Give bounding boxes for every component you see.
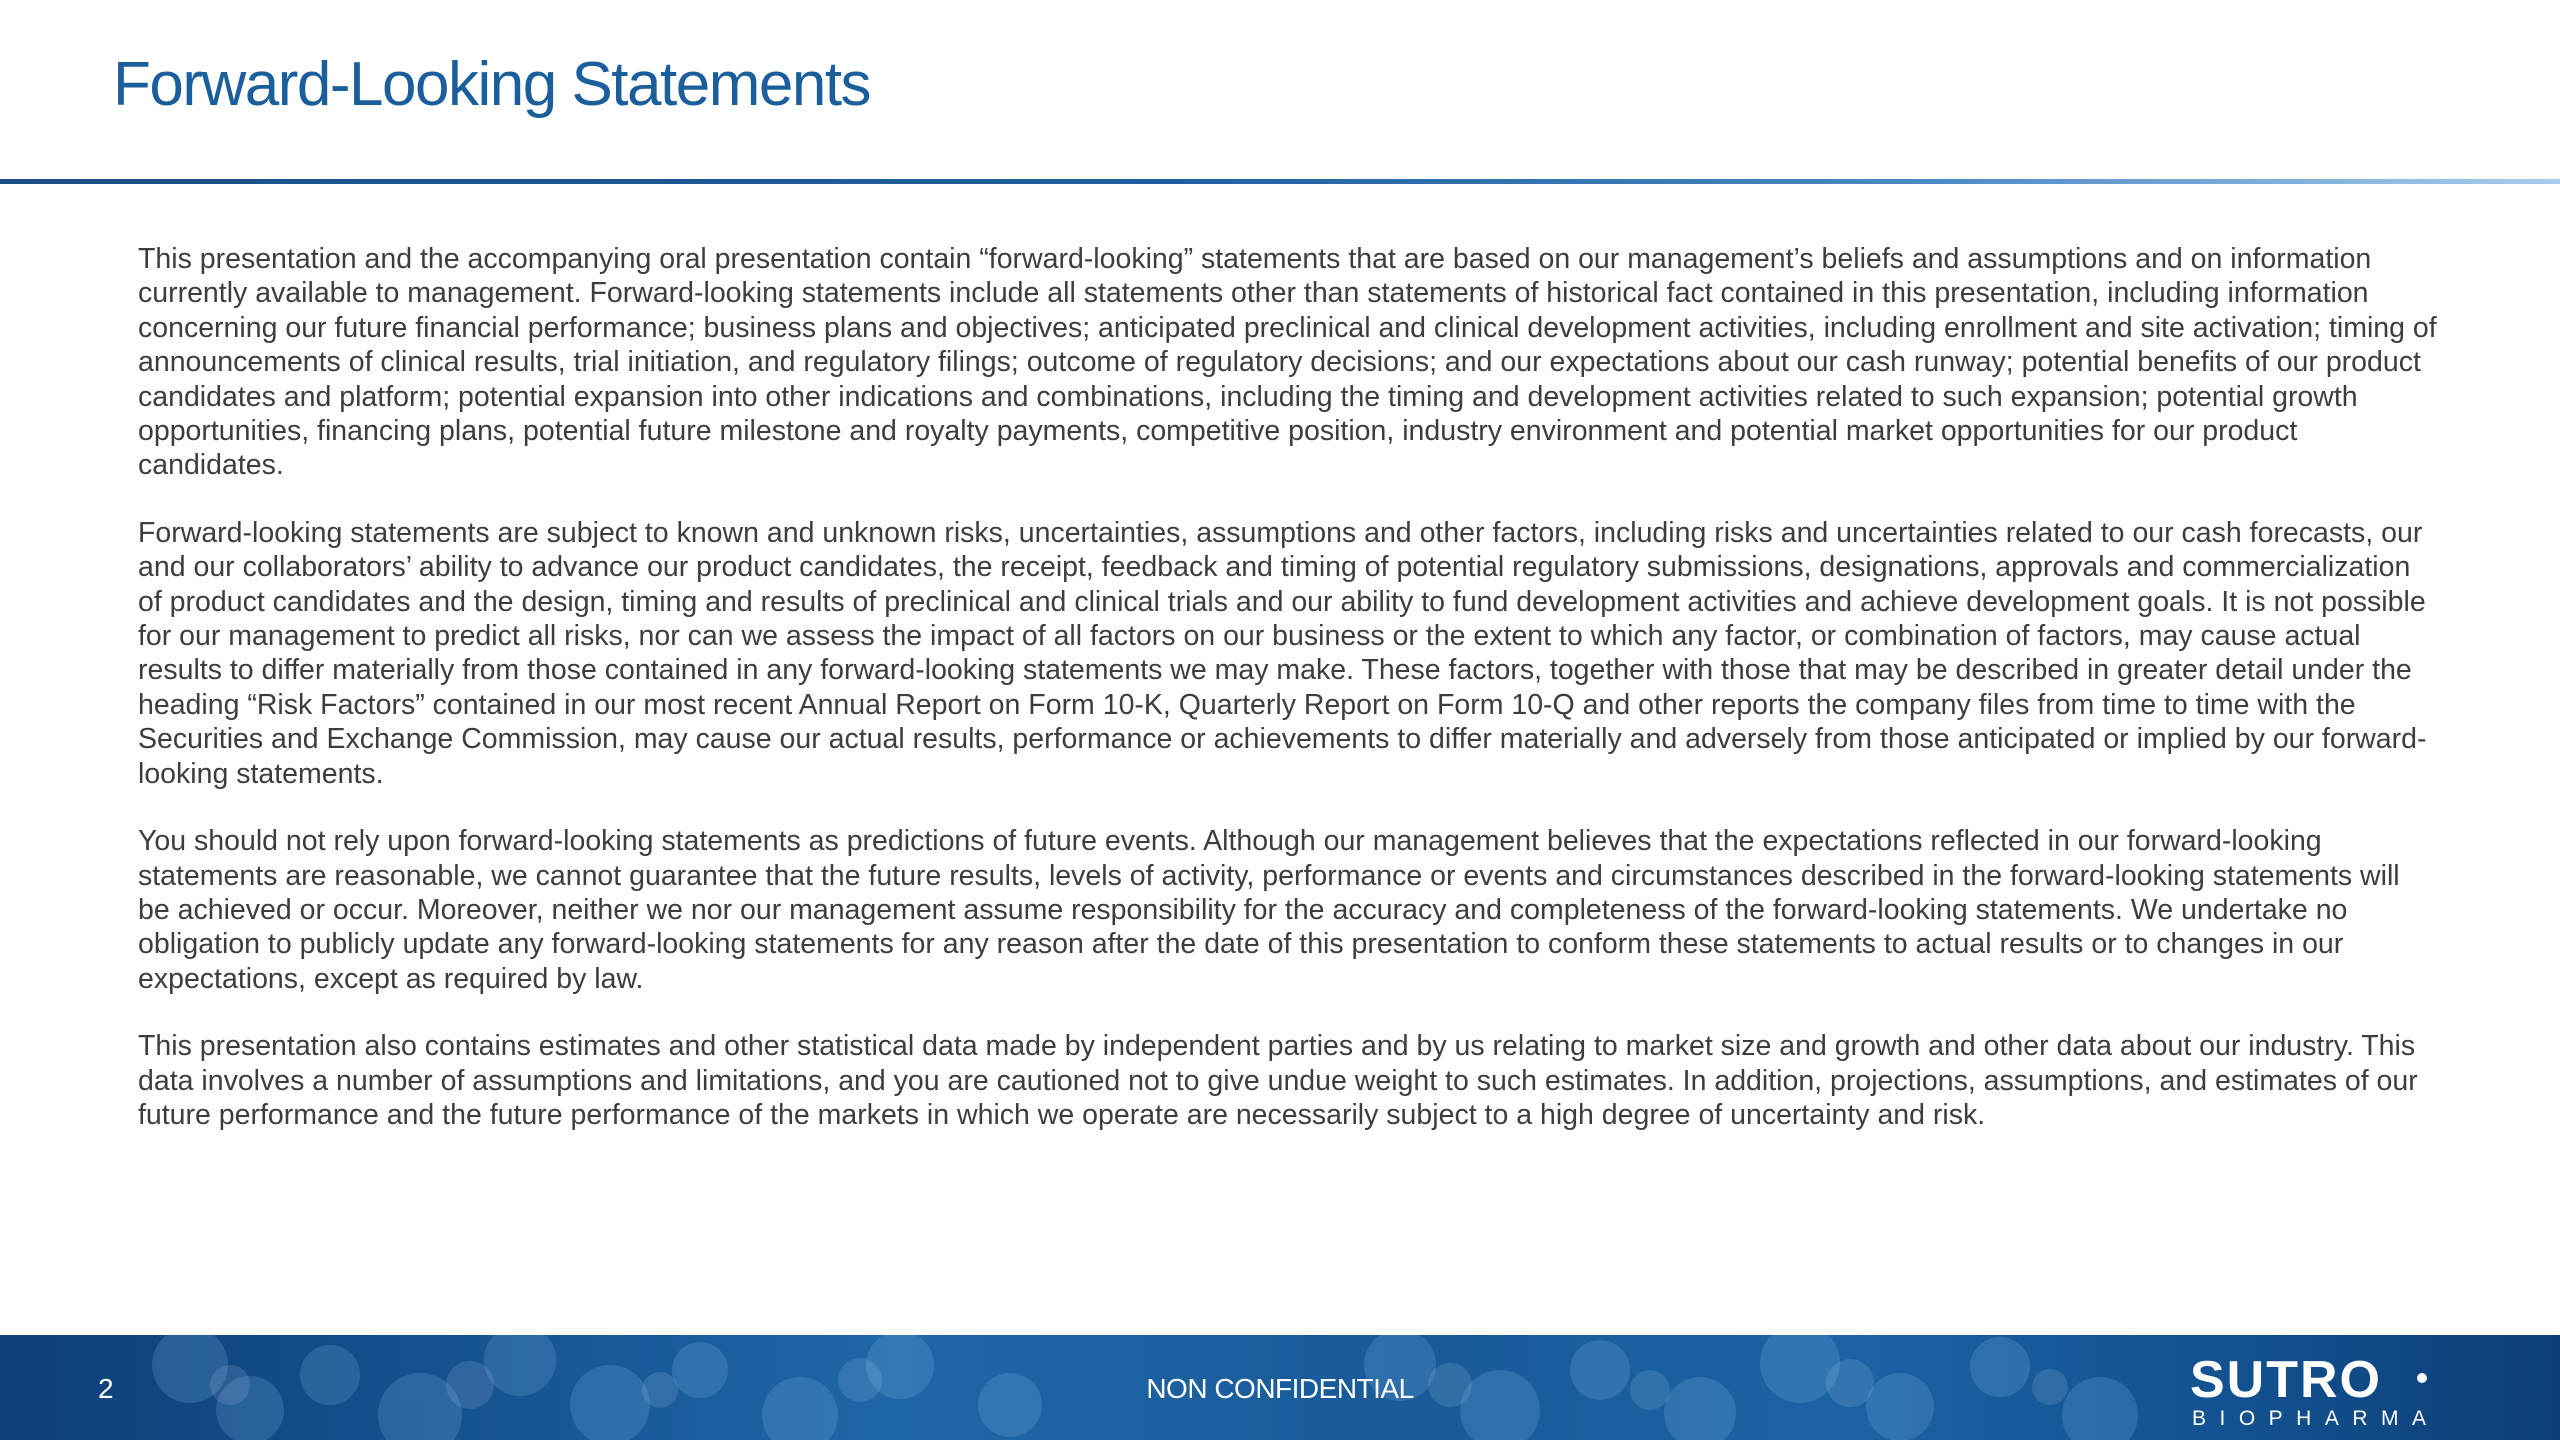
slide-footer [0,1335,2560,1440]
logo-subtext: BIOPHARMA [2192,1407,2440,1429]
paragraph-estimates: This presentation also contains estimates and other statistical data made by independent parties and by us relating to market size and growth and other data about our industry. This data involves a number of assumptions and limitations, and you are cautioned not to give undue weight to such estimates. In addition, projections, assumptions, and estimates of our future performance and the future performance of the markets in which we operate are necessarily subject to a high degree of uncertainty and risk. [138,1030,2418,1131]
classification-label: NON CONFIDENTIAL [1146,1373,1414,1404]
paragraph-forward-looking-definition: This presentation and the accompanying oral presentation contain “forward-looking” statements that are based on our management’s beliefs and assumptions and on information currently available to management. Forward-looking statements include all statements other than statements of historical fact contained in this presentation, including information concerning our future financial performance; business plans and objectives; anticipated preclinical and clinical development activities, including enrollment and site activation; timing of announcements of clinical results, trial initiation, and regulatory filings; outcome of regulatory decisions; and our expectations about our cash runway; potential benefits of our product candidates and platform; potential expansion into other indications and combinations, including the timing and development activities related to such expansion; potential growth opportunities, financing plans, potential future milestone and royalty payments, competitive position, industry environment and potential market opportunities for our product candidates. [138,243,2437,482]
paragraph-risks: Forward-looking statements are subject to known and unknown risks, uncertainties, assumptions and other factors, including risks and uncertainties related to our cash forecasts, our and our collaborators’ ability to advance our product candidates, the receipt, feedback and timing of potential regulatory submissions, designations, approvals and commercialization of product candidates and the design, timing and results of preclinical and clinical trials and our ability to fund development activities and achieve development goals. It is not possible for our management to predict all risks, nor can we assess the impact of all factors on our business or the extent to which any factor, or combination of factors, may cause actual results to differ materially from those contained in any forward-looking statements we may make. These factors, together with those that may be described in greater detail under the heading “Risk Factors” contained in our most recent Annual Report on Form 10-K, Quarterly Report on Form 10-Q and other reports the company files from time to time with the Securities and Exchange Commission, may cause our actual results, performance or achievements to differ materially and adversely from those anticipated or implied by our forward-looking statements. [138,516,2427,790]
logo-dot-icon [2417,1373,2427,1383]
paragraph-reliance: You should not rely upon forward-looking statements as predictions of future events. Although our management believes that the expectations reflected in our forward-looking statements are reasonable, we cannot guarantee that the future results, levels of activity, performance or events and circumstances described in the forward-looking statements will be achieved or occur. Moreover, neither we nor our management assume responsibility for the accuracy and completeness of the forward-looking statements. We undertake no obligation to publicly update any forward-looking statements for any reason after the date of this presentation to conform these statements to actual results or to changes in our expectations, except as required by law. [138,825,2400,995]
slide-body [138,242,2438,1165]
logo-wordmark: SUTRO [2190,1351,2382,1409]
slide-title: Forward-Looking Statements [113,50,871,119]
title-divider [0,179,2560,184]
page-number: 2 [98,1373,114,1404]
sutro-biopharma-logo [2188,1351,2488,1429]
